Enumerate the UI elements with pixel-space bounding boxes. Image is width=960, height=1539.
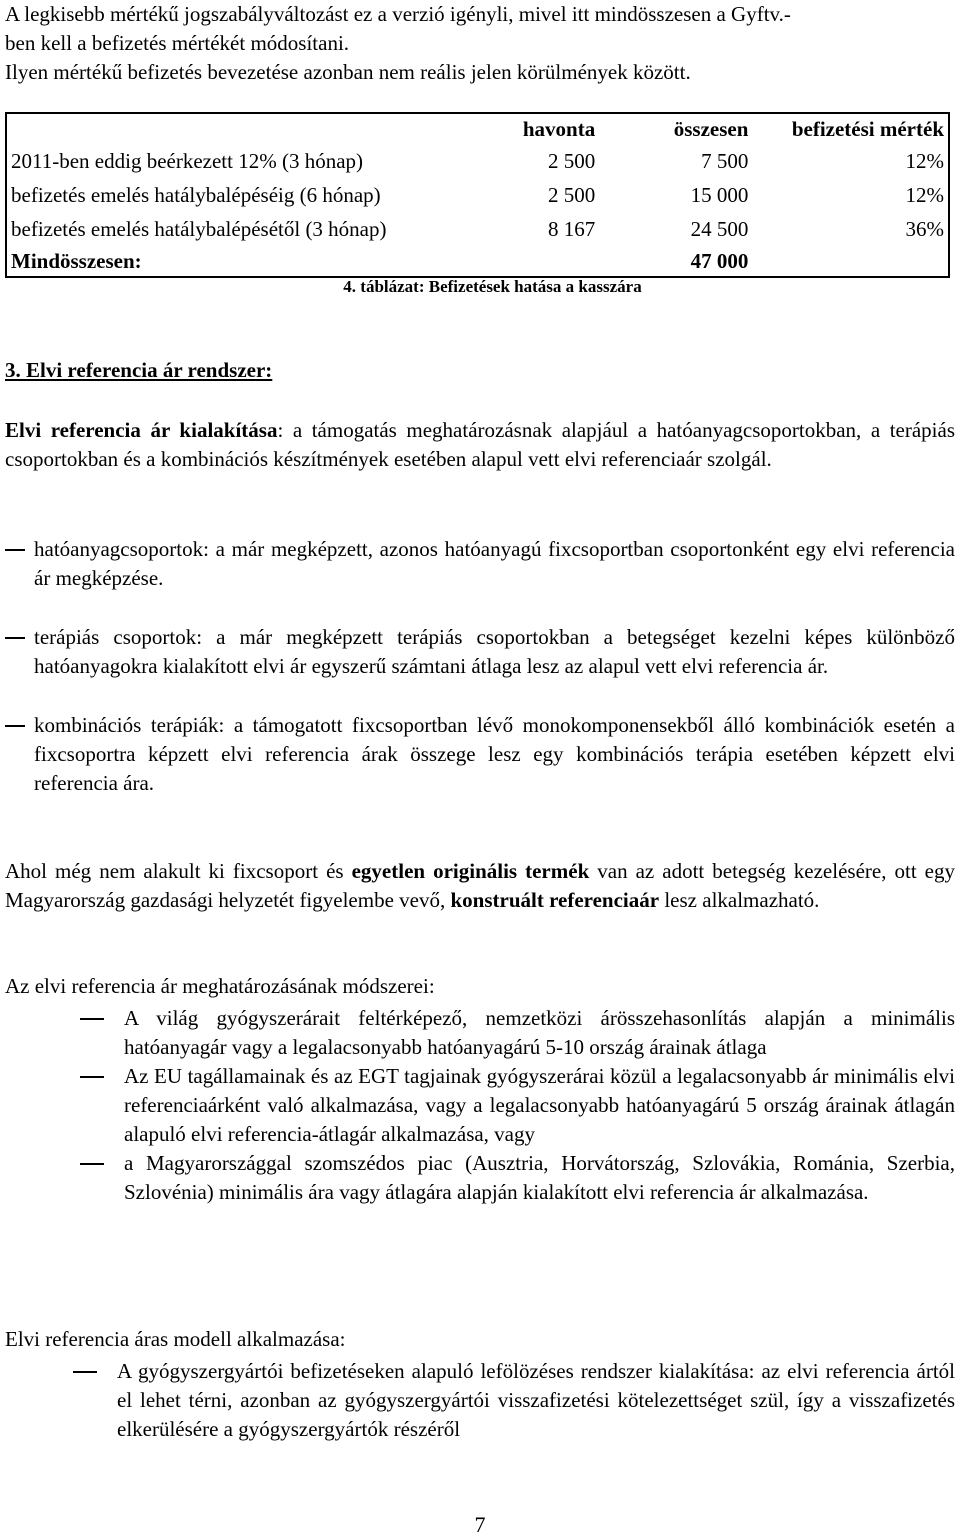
total-value: 47 000 [690,248,749,273]
list-item-text: Az EU tagállamainak és az EGT tagjainak gyógyszerárai közül a legalacsonyabb ár minimális elvi referenciaárként való alkalmazása, vagy a legalacsonyabb hatóanyagárú 5 ország árainak átlagán alapuló elvi referencia-átlagár alkalmazása, vagy [124,1064,955,1146]
table-row [6,212,949,246]
dash-bullet-icon [80,1163,104,1165]
table-cell: 12% [905,182,944,207]
list-item [5,1149,955,1207]
list-item [5,1004,955,1062]
total-label: Mindösszesen: [11,248,142,273]
table-cell: 15 000 [690,182,749,207]
text-run: Ahol még nem alakult ki fixcsoport és [5,859,352,883]
text-run: van az adott betegség kezelésére, ott egy Magyarország gazdasági helyzetét figyelembe vevő, [5,859,955,912]
intro-paragraph [5,0,955,87]
model-title: Elvi referencia áras modell alkalmazása: [5,1327,346,1351]
table-cell: befizetés emelés hatálybalépésétől (3 hónap) [11,216,387,241]
dash-bullet-icon [80,1076,104,1078]
table-header-cell: havonta [522,116,596,141]
page-number: 7 [474,1512,486,1537]
table-cell: 2011-ben eddig beérkezett 12% (3 hónap) [11,148,364,173]
definition-paragraph [5,416,955,474]
empty-cell [479,246,599,277]
constructed-price-paragraph [5,857,955,915]
definition-term: Elvi referencia ár kialakítása [5,418,278,442]
methods-section [5,972,955,1207]
list-item-text: kombinációs terápiák: a támogatott fixcsoportban lévő monokomponensekből álló kombinációk esetén a fixcsoportra képzett elvi referencia árak összege lesz egy kombinációs terápia esetében képzett elvi referencia ára. [34,713,955,795]
dash-bullet-icon [5,549,25,551]
dash-bullet-icon [5,725,25,727]
definition-text: : a támogatás meghatározásnak alapjául a hatóanyagcsoportokban, a terápiás csoportokban és a kombinációs készítmények esetében alapul vett elvi referenciaár szolgál. [5,418,955,471]
table-caption: 4. táblázat: Befizetések hatása a kasszára [343,277,642,296]
list-item [5,535,955,593]
group-list [5,535,955,798]
list-item-text: hatóanyagcsoportok: a már megképzett, azonos hatóanyagú fixcsoportban csoportonként egy elvi referencia ár megképzése. [34,537,955,590]
bold-run: konstruált referenciaár [450,888,660,912]
payment-table [5,112,950,278]
table-row [6,144,949,178]
dash-bullet-icon [80,1018,104,1020]
list-item [5,1357,955,1444]
list-item-text: terápiás csoportok: a már megképzett terápiás csoportokban a betegséget kezelni képes különböző hatóanyagokra kialakított elvi ár egyszerű számtani átlaga lesz az alapul vett elvi referencia ár. [34,625,955,678]
table-total-row [6,246,949,277]
list-item [5,1062,955,1149]
list-item-text: a Magyarországgal szomszédos piac (Ausztria, Horvátország, Szlovákia, Románia, Szerbia, Szlovénia) minimális ára vagy átlagára alapján kialakított elvi referencia ár alkalmazása. [124,1151,955,1204]
text-run: lesz alkalmazható. [659,888,820,912]
table-row [6,178,949,212]
dash-bullet-icon [5,637,25,639]
list-item-text: A világ gyógyszerárait feltérképező, nemzetközi árösszehasonlítás alapján a minimális hatóanyagár vagy a legalacsonyabb hatóanyagárú 5-10 ország árainak átlaga [124,1006,955,1059]
empty-cell [752,246,949,277]
list-item [5,711,955,798]
table-cell: 24 500 [690,216,749,241]
bold-run: egyetlen originális termék [351,859,590,883]
methods-title: Az elvi referencia ár meghatározásának módszerei: [5,974,435,998]
table-cell: 36% [905,216,944,241]
model-list [5,1357,955,1444]
intro-line-2: ben kell a befizetés mértékét módosítani. [5,31,350,55]
dash-bullet-icon [73,1371,97,1373]
intro-line-3: Ilyen mértékű befizetés bevezetése azonban nem reális jelen körülmények között. [5,60,691,84]
model-section [5,1325,955,1444]
table-header-cell: összesen [673,116,749,141]
table-cell: befizetés emelés hatálybalépéséig (6 hónap) [11,182,381,207]
table-header-cell [6,113,479,144]
table-header-row [6,113,949,144]
methods-list [5,1004,955,1207]
table-cell: 2 500 [547,148,596,173]
list-item-text: A gyógyszergyártói befizetéseken alapuló lefölözéses rendszer kialakítása: az elvi referencia ártól el lehet térni, azonban az gyógyszergyártói visszafizetési kötelezettséget szül, így a visszafizetés elkerülésére a gyógyszergyártók részéről [117,1359,955,1441]
section-heading: 3. Elvi referencia ár rendszer: [5,358,273,382]
list-item [5,623,955,681]
table-cell: 8 167 [547,216,596,241]
table-cell: 12% [905,148,944,173]
intro-line-1: A legkisebb mértékű jogszabályváltozást ez a verzió igényli, mivel itt mindösszesen a Gyftv.- [5,2,791,26]
table-cell: 2 500 [547,182,596,207]
table-header-cell: befizetési mérték [791,116,944,141]
table-cell: 7 500 [701,148,749,173]
